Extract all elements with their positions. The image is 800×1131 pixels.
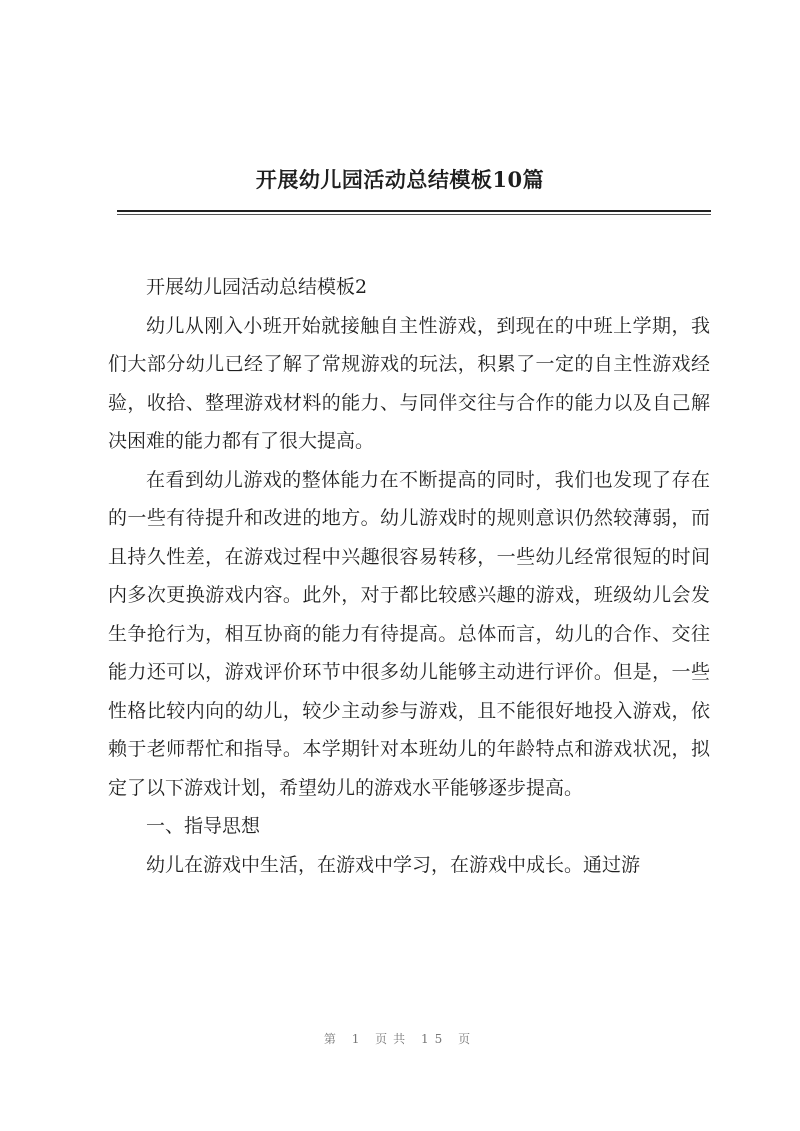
title-divider-thin [117, 214, 711, 215]
section-heading: 开展幼儿园活动总结模板2 [146, 276, 368, 298]
page-number: 第 1 页共 15 页 [323, 1032, 477, 1046]
title-divider [117, 210, 711, 212]
paragraph: 幼儿从刚入小班开始就接触自主性游戏，到现在的中班上学期，我们大部分幼儿已经了解了常规游戏的玩法，积累了一定的自主性游戏经验，收拾、整理游戏材料的能力、与同伴交往与合作的能力以及自己解决困难的能力都有了很大提高。 [108, 314, 710, 452]
paragraph: 在看到幼儿游戏的整体能力在不断提高的同时，我们也发现了存在的一些有待提升和改进的地方。幼儿游戏时的规则意识仍然较薄弱，而且持久性差，在游戏过程中兴趣很容易转移，一些幼儿经常很短的时间内多次更换游戏内容。此外，对于都比较感兴趣的游戏，班级幼儿会发生争抢行为，相互协商的能力有待提高。总体而言，幼儿的合作、交往能力还可以，游戏评价环节中很多幼儿能够主动进行评价。但是，一些性格比较内向的幼儿，较少主动参与游戏，且不能很好地投入游戏，依赖于老师帮忙和指导。本学期针对本班幼儿的年龄特点和游戏状况，拟定了以下游戏计划，希望幼儿的游戏水平能够逐步提高。 [108, 468, 710, 799]
subheading: 一、指导思想 [146, 815, 261, 837]
document-title: 开展幼儿园活动总结模板10篇 [255, 167, 545, 192]
paragraph: 幼儿在游戏中生活，在游戏中学习，在游戏中成长。通过游 [146, 853, 641, 876]
document-body [108, 268, 710, 884]
